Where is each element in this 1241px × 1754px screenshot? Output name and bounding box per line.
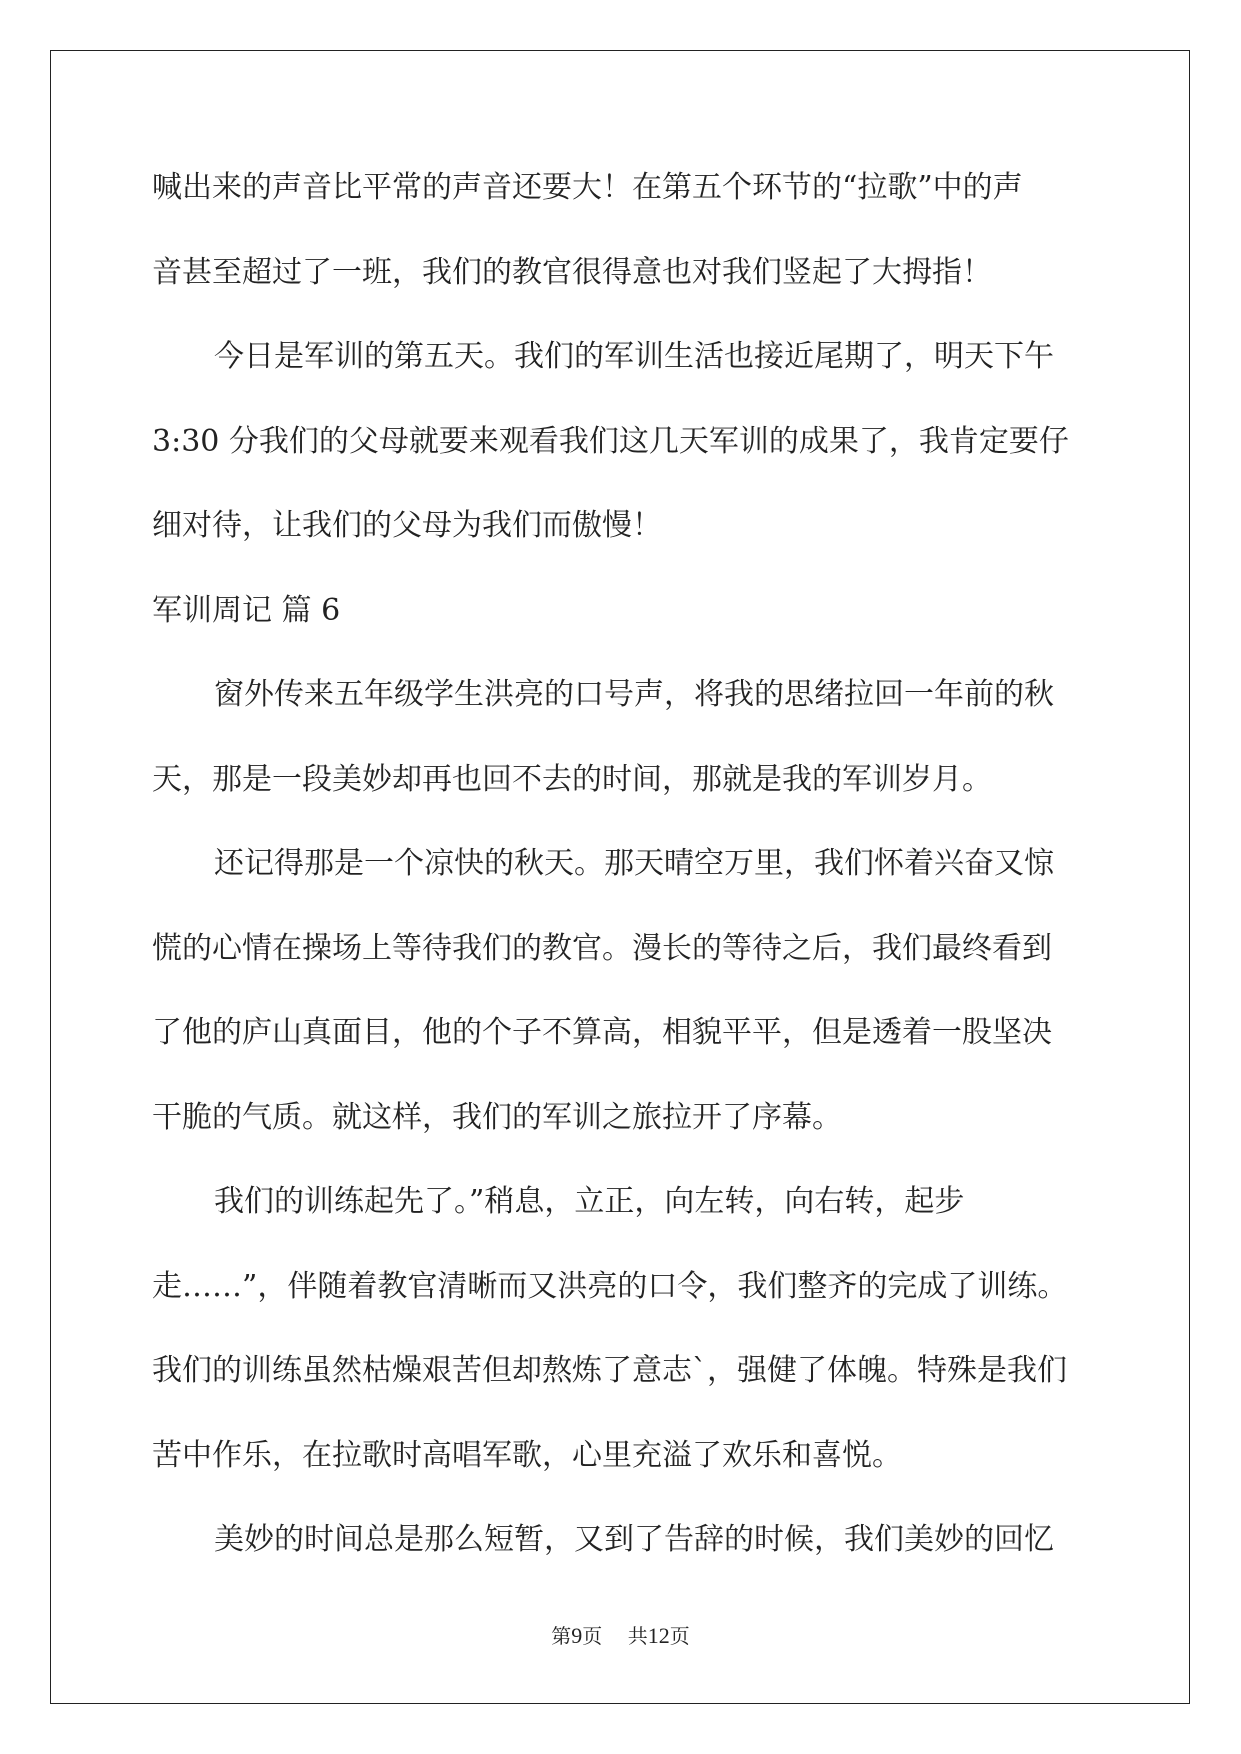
- text-line: 慌的心情在操场上等待我们的教官。漫长的等待之后，我们最终看到: [152, 930, 1052, 966]
- text-line: 音甚至超过了一班，我们的教官很得意也对我们竖起了大拇指！: [152, 254, 992, 290]
- text-line: 我们的训练起先了。”稍息，立正，向左转，向右转，起步: [214, 1184, 965, 1219]
- text-line: 美妙的时间总是那么短暂，又到了告辞的时候，我们美妙的回忆: [214, 1522, 1054, 1557]
- text-line: 喊出来的声音比平常的声音还要大！在第五个环节的“拉歌”中的声: [152, 170, 1023, 205]
- text-line: 还记得那是一个凉快的秋天。那天晴空万里，我们怀着兴奋又惊: [214, 846, 1054, 881]
- text-line: 干脆的气质。就这样，我们的军训之旅拉开了序幕。: [152, 1099, 842, 1135]
- total-suffix: 页: [669, 1624, 690, 1648]
- document-body: [152, 160, 1102, 1597]
- text-line: 苦中作乐，在拉歌时高唱军歌，心里充溢了欢乐和喜悦。: [152, 1437, 902, 1473]
- text-line: 3:30 分我们的父母就要来观看我们这几天军训的成果了，我肯定要仔: [152, 423, 1069, 459]
- text-line: 我们的训练虽然枯燥艰苦但却熬炼了意志`，强健了体魄。特殊是我们: [152, 1353, 1067, 1388]
- text-line: 窗外传来五年级学生洪亮的口号声，将我的思绪拉回一年前的秋: [214, 677, 1054, 712]
- page-suffix: 页: [582, 1624, 603, 1648]
- page-footer: [0, 1620, 1241, 1649]
- section-heading: 军训周记 篇 6: [152, 592, 341, 628]
- page-prefix: 第: [551, 1624, 572, 1648]
- total-prefix: 共: [627, 1624, 648, 1648]
- page-total: 12: [647, 1623, 670, 1648]
- text-line: 天，那是一段美妙却再也回不去的时间，那就是我的军训岁月。: [152, 761, 992, 797]
- text-line: 走……”，伴随着教官清晰而又洪亮的口令，我们整齐的完成了训练。: [152, 1268, 1068, 1304]
- text-line: 细对待，让我们的父母为我们而傲慢！: [152, 508, 662, 543]
- text-line: 了他的庐山真面目，他的个子不算高，相貌平平，但是透着一股坚决: [152, 1015, 1052, 1050]
- text-line: 今日是军训的第五天。我们的军训生活也接近尾期了，明天下午: [214, 339, 1054, 374]
- page-current: 9: [571, 1623, 583, 1648]
